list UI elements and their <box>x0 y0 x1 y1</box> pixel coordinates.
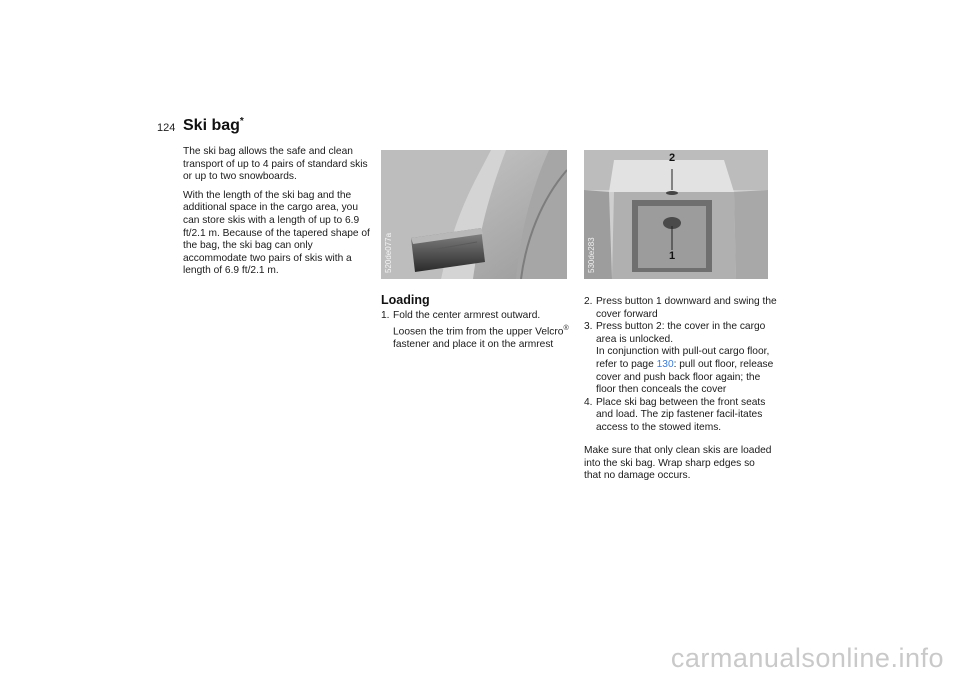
loading-heading: Loading <box>381 293 430 307</box>
registered-mark: ® <box>563 324 569 332</box>
title-text: Ski bag <box>183 117 240 134</box>
step-3 <box>584 321 780 397</box>
cargo-cover-figure <box>584 150 768 279</box>
step-1-text: Fold the center armrest outward. Loosen the trim from the upper Velcro <box>393 310 564 337</box>
page-title <box>183 116 244 135</box>
step-1-number: 1. <box>381 310 390 321</box>
step-1-text-end: fastener and place it on the armrest <box>393 338 554 350</box>
step-3-sub-a: In conjunction with pull-out cargo floor, refer to page <box>596 346 770 370</box>
page-130-link[interactable]: 130 <box>656 358 674 370</box>
intro-paragraph-2: With the length of the ski bag and the additional space in the cargo area, you can store skis with a length of up to 6.9 ft/2.1 m. Because of the tapered shape of the bag, the ski bag can only accommodate two pairs of skis with a length of 6.9 ft/2.1 m. <box>183 189 370 277</box>
clean-skis-note: Make sure that only clean skis are loaded into the ski bag. Wrap sharp edges so that no damage occurs. <box>584 445 772 482</box>
armrest-figure <box>381 150 567 279</box>
step-3-sub-b: : pull out floor, release cover and push back floor again; the floor then conceals the cover <box>596 358 774 396</box>
step-2 <box>584 296 780 321</box>
continued-steps-list <box>584 296 780 435</box>
intro-paragraph-1: The ski bag allows the safe and clean transport of up to 4 pairs of standard skis or up to two snowboards. <box>183 146 368 183</box>
step-3-number: 3. <box>584 321 593 333</box>
intro-column <box>183 146 375 284</box>
armrest-illustration <box>381 150 567 279</box>
step-4-text: Place ski bag between the front seats and load. The zip fastener facil-itates access to the stowed items. <box>596 396 766 433</box>
cargo-cover-illustration <box>584 150 768 279</box>
loading-steps-list <box>381 310 571 351</box>
title-asterisk: * <box>239 116 244 127</box>
callout-2: 2 <box>669 152 676 164</box>
step-1 <box>381 310 571 351</box>
figure-code-right: 530de283 <box>587 237 596 273</box>
watermark: carmanualsonline.info <box>670 643 944 673</box>
step-2-text: Press button 1 downward and swing the cover forward <box>596 296 777 320</box>
figure-code-left: 520de077a <box>384 232 393 273</box>
step-3-text: Press button 2: the cover in the cargo area is unlocked. <box>596 321 766 345</box>
step-4 <box>584 397 780 435</box>
step-2-number: 2. <box>584 296 593 307</box>
step-4-number: 4. <box>584 396 593 408</box>
callout-1: 1 <box>669 250 676 262</box>
page-number: 124 <box>157 122 176 134</box>
